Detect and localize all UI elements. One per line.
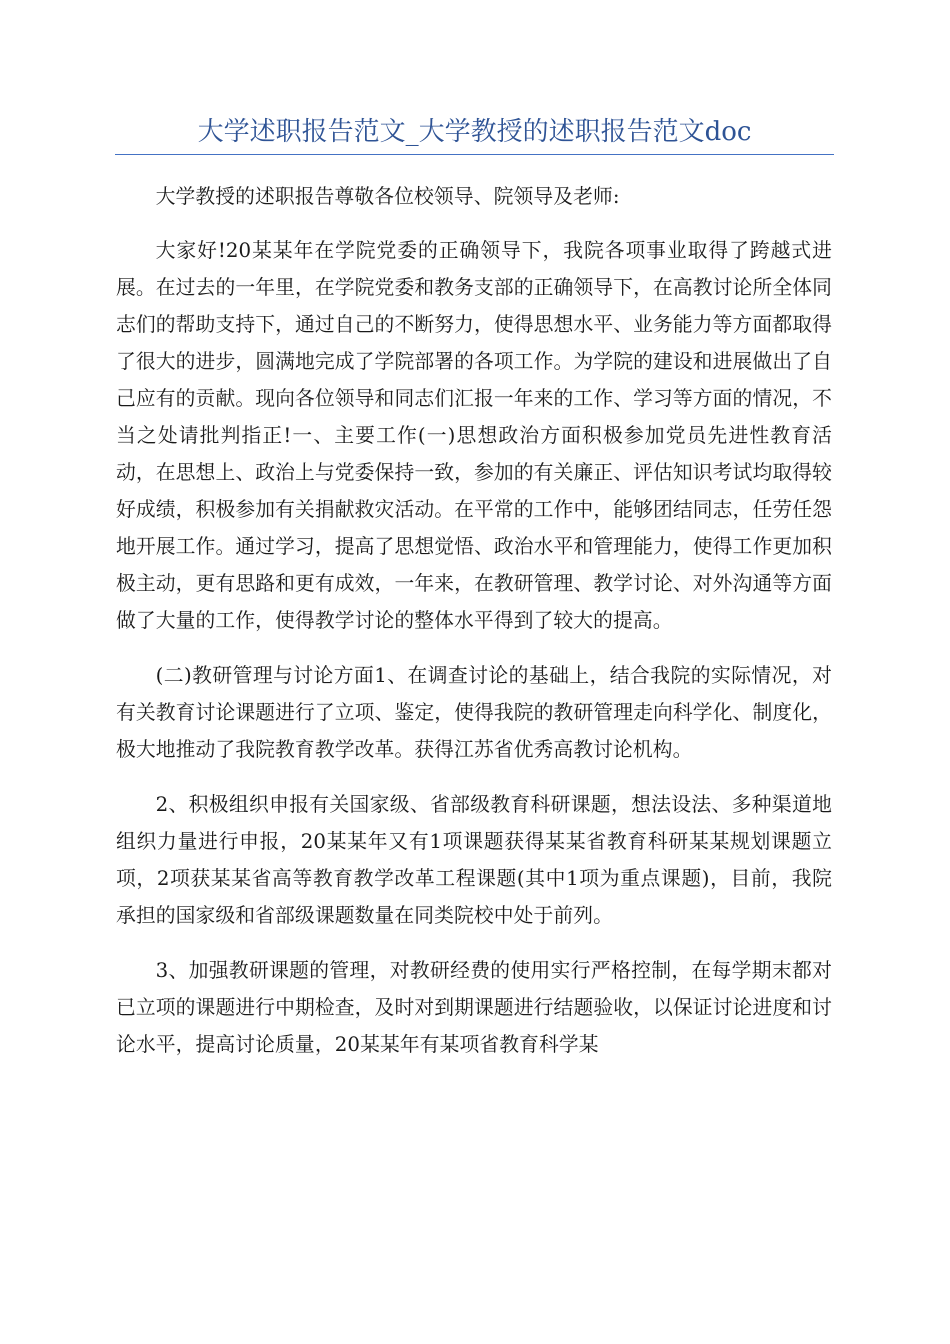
document-body	[116, 178, 832, 1081]
title-underline	[115, 154, 834, 155]
document-title: 大学述职报告范文_大学教授的述职报告范文doc	[197, 117, 752, 147]
paragraph-project-management: 3、加强教研课题的管理，对教研经费的使用实行严格控制，在每学期末都对已立项的课题进行中期检查，及时对到期课题进行结题验收，以保证讨论进度和讨论水平，提高讨论质量，20某某年有某项省教育科学某	[116, 959, 832, 1056]
paragraph-research-management: (二)教研管理与讨论方面1、在调查讨论的基础上，结合我院的实际情况，对有关教育讨论课题进行了立项、鉴定，使得我院的教研管理走向科学化、制度化，极大地推动了我院教育教学改革。获得江苏省优秀高教讨论机构。	[116, 664, 832, 761]
paragraph-project-applications: 2、积极组织申报有关国家级、省部级教育科研课题，想法设法、多种渠道地组织力量进行申报，20某某年又有1项课题获得某某省教育科研某某规划课题立项，2项获某某省高等教育教学改革工程课题(其中1项为重点课题)，目前，我院承担的国家级和省部级课题数量在同类院校中处于前列。	[116, 793, 832, 927]
paragraph-work-summary: 大家好!20某某年在学院党委的正确领导下，我院各项事业取得了跨越式进展。在过去的一年里，在学院党委和教务支部的正确领导下，在高教讨论所全体同志们的帮助支持下，通过自己的不断努力，使得思想水平、业务能力等方面都取得了很大的进步，圆满地完成了学院部署的各项工作。为学院的建设和进展做出了自己应有的贡献。现向各位领导和同志们汇报一年来的工作、学习等方面的情况，不当之处请批判指正!一、主要工作(一)思想政治方面积极参加党员先进性教育活动，在思想上、政治上与党委保持一致，参加的有关廉正、评估知识考试均取得较好成绩，积极参加有关捐献救灾活动。在平常的工作中，能够团结同志，任劳任怨地开展工作。通过学习，提高了思想觉悟、政治水平和管理能力，使得工作更加积极主动，更有思路和更有成效，一年来，在教研管理、教学讨论、对外沟通等方面做了大量的工作，使得教学讨论的整体水平得到了较大的提高。	[116, 239, 832, 632]
paragraph-salutation: 大学教授的述职报告尊敬各位校领导、院领导及老师:	[155, 185, 620, 208]
